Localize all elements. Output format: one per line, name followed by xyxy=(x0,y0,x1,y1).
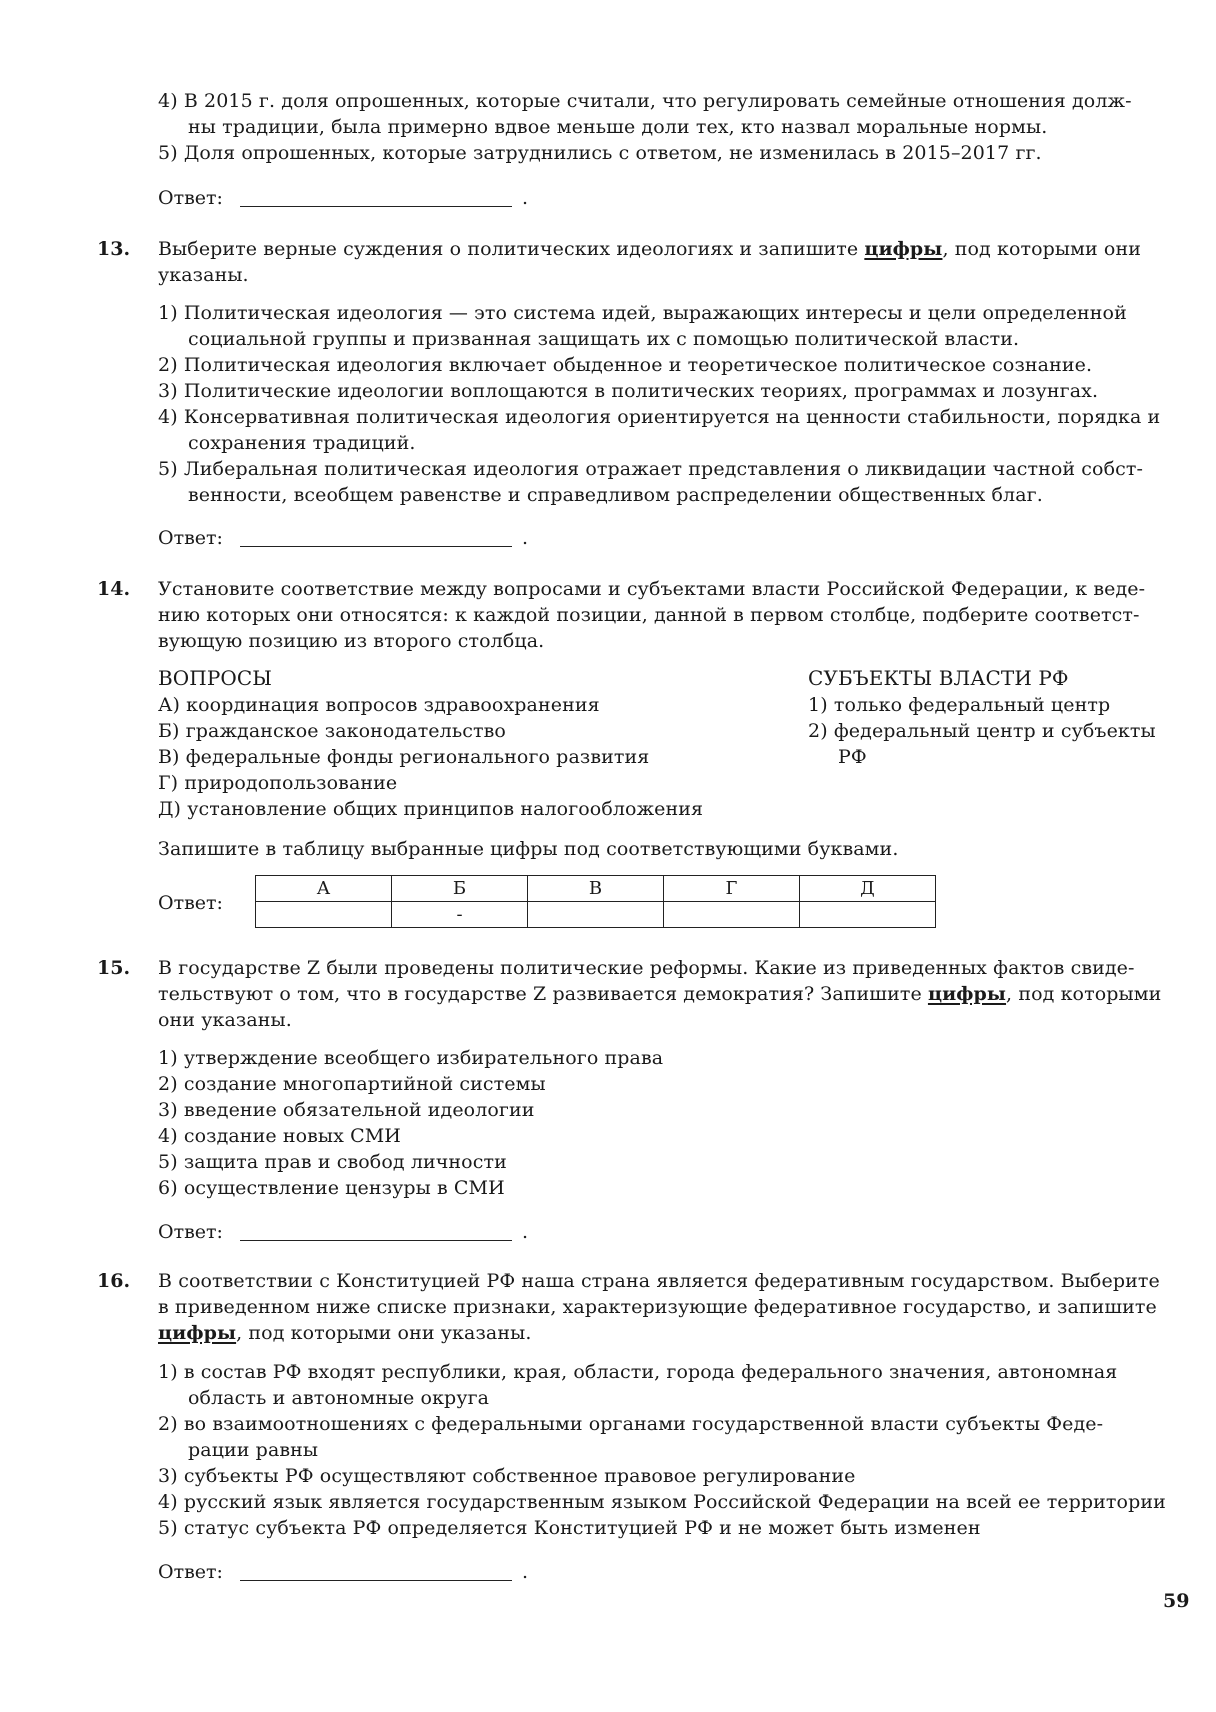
q14-table-header-d: Д xyxy=(800,876,936,902)
q14-table-cell-a[interactable] xyxy=(256,902,392,928)
q14-table-cell-b[interactable]: - xyxy=(392,902,528,928)
answer-field-12[interactable] xyxy=(240,206,512,207)
q14-left-heading: ВОПРОСЫ xyxy=(158,666,273,690)
question-15-text-line2 xyxy=(158,981,1161,1007)
q14-table-cell-d[interactable] xyxy=(800,902,936,928)
q16-option-3: 3) субъекты РФ осуществляют собственное правовое регулирование xyxy=(158,1465,856,1487)
q13-option-1-line2: социальной группы и призванная защищать их с помощью политической власти. xyxy=(188,328,1020,350)
q14-table-header-v: В xyxy=(528,876,664,902)
q14-right-heading: СУБЪЕКТЫ ВЛАСТИ РФ xyxy=(808,666,1069,690)
q13-option-4-line1: 4) Консервативная политическая идеология ориентируется на ценности стабильности, порядка и xyxy=(158,406,1161,428)
q14-table-header-b: Б xyxy=(392,876,528,902)
question-13-text-before: Выберите верные суждения о политических идеологиях и запишите xyxy=(158,238,865,260)
prev-option-5: 5) Доля опрошенных, которые затруднились с ответом, не изменилась в 2015–2017 гг. xyxy=(158,142,1042,164)
q14-table-header-a: А xyxy=(256,876,392,902)
question-13-text-after: , под которыми они xyxy=(942,238,1141,260)
q14-right-item-2-line2: РФ xyxy=(838,746,867,768)
q15-option-1: 1) утверждение всеобщего избирательного права xyxy=(158,1047,664,1069)
q14-table-cell-v[interactable] xyxy=(528,902,664,928)
answer-label-13: Ответ: xyxy=(158,527,223,549)
question-13-text-line1 xyxy=(158,236,1141,262)
q15-option-4: 4) создание новых СМИ xyxy=(158,1125,401,1147)
question-13-number: 13. xyxy=(97,238,131,260)
question-16-text-line2: в приведенном ниже списке признаки, характеризующие федеративное государство, и запишите xyxy=(158,1296,1157,1318)
question-15-text-after: , под которыми xyxy=(1006,983,1162,1005)
q14-table-cell-g[interactable] xyxy=(664,902,800,928)
question-14-text-line2: нию которых они относятся: к каждой позиции, данной в первом столбце, подберите соответст- xyxy=(158,604,1140,626)
q14-left-item-d: Д) установление общих принципов налогообложения xyxy=(158,798,704,820)
q13-option-4-line2: сохранения традиций. xyxy=(188,432,416,454)
answer-field-13[interactable] xyxy=(240,546,512,547)
question-13-emphasis: цифры xyxy=(864,238,943,260)
prev-option-4-line2: ны традиции, была примерно вдвое меньше доли тех, кто назвал моральные нормы. xyxy=(188,116,1048,138)
q14-table-header-g: Г xyxy=(664,876,800,902)
q15-option-3: 3) введение обязательной идеологии xyxy=(158,1099,535,1121)
q15-option-2: 2) создание многопартийной системы xyxy=(158,1073,546,1095)
q14-right-item-1: 1) только федеральный центр xyxy=(808,694,1111,716)
q16-option-4: 4) русский язык является государственным языком Российской Федерации на всей ее территории xyxy=(158,1491,1166,1513)
q16-option-5: 5) статус субъекта РФ определяется Конституцией РФ и не может быть изменен xyxy=(158,1517,981,1539)
prev-option-4-line1: 4) В 2015 г. доля опрошенных, которые считали, что регулировать семейные отношения долж- xyxy=(158,90,1132,112)
q13-option-5-line2: венности, всеобщем равенстве и справедливом распределении общественных благ. xyxy=(188,484,1043,506)
page-number: 59 xyxy=(1163,1590,1190,1612)
q14-instruction: Запишите в таблицу выбранные цифры под соответствующими буквами. xyxy=(158,838,899,860)
question-15-text-line1: В государстве Z были проведены политические реформы. Какие из приведенных фактов свиде- xyxy=(158,957,1135,979)
question-14-text-line1: Установите соответствие между вопросами и субъектами власти Российской Федерации, к веде- xyxy=(158,578,1146,600)
q13-option-3: 3) Политические идеологии воплощаются в политических теориях, программах и лозунгах. xyxy=(158,380,1099,402)
question-13-text-line2: указаны. xyxy=(158,264,249,286)
q14-left-item-a: А) координация вопросов здравоохранения xyxy=(158,694,600,716)
q14-answer-table-value-row xyxy=(256,902,936,928)
answer-field-15[interactable] xyxy=(240,1240,512,1241)
answer-label-15: Ответ: xyxy=(158,1221,223,1243)
q16-option-1-line2: область и автономные округа xyxy=(188,1387,490,1409)
answer-dot-15: . xyxy=(522,1221,529,1243)
question-16-text-line3 xyxy=(158,1320,531,1346)
q14-answer-table xyxy=(255,875,936,928)
question-16-text-after: , под которыми они указаны. xyxy=(236,1322,532,1344)
answer-label-14: Ответ: xyxy=(158,892,223,914)
q13-option-2: 2) Политическая идеология включает обыденное и теоретическое политическое сознание. xyxy=(158,354,1093,376)
q13-option-1-line1: 1) Политическая идеология — это система идей, выражающих интересы и цели определенной xyxy=(158,302,1127,324)
question-15-number: 15. xyxy=(97,957,131,979)
q16-option-1-line1: 1) в состав РФ входят республики, края, области, города федерального значения, автономная xyxy=(158,1361,1118,1383)
q16-option-2-line2: рации равны xyxy=(188,1439,319,1461)
q14-right-item-2-line1: 2) федеральный центр и субъекты xyxy=(808,720,1156,742)
answer-label-16: Ответ: xyxy=(158,1561,223,1583)
answer-dot-16: . xyxy=(522,1561,529,1583)
q14-left-item-v: В) федеральные фонды регионального развития xyxy=(158,746,650,768)
q14-left-item-b: Б) гражданское законодательство xyxy=(158,720,506,742)
question-14-text-line3: вующую позицию из второго столбца. xyxy=(158,630,545,652)
answer-field-16[interactable] xyxy=(240,1580,512,1581)
question-14-number: 14. xyxy=(97,578,131,600)
answer-label-12: Ответ: xyxy=(158,187,223,209)
answer-dot-12: . xyxy=(522,187,529,209)
question-16-emphasis: цифры xyxy=(158,1322,237,1344)
q13-option-5-line1: 5) Либеральная политическая идеология отражает представления о ликвидации частной собст- xyxy=(158,458,1143,480)
q15-option-6: 6) осуществление цензуры в СМИ xyxy=(158,1177,505,1199)
q15-option-5: 5) защита прав и свобод личности xyxy=(158,1151,507,1173)
q14-answer-table-header-row xyxy=(256,876,936,902)
question-15-text-before: тельствуют о том, что в государстве Z развивается демократия? Запишите xyxy=(158,983,928,1005)
answer-dot-13: . xyxy=(522,527,529,549)
question-16-text-line1: В соответствии с Конституцией РФ наша страна является федеративным государством. Выберите xyxy=(158,1270,1160,1292)
q16-option-2-line1: 2) во взаимоотношениях с федеральными органами государственной власти субъекты Феде- xyxy=(158,1413,1104,1435)
q14-left-item-g: Г) природопользование xyxy=(158,772,398,794)
question-16-number: 16. xyxy=(97,1270,131,1292)
question-15-text-line3: они указаны. xyxy=(158,1009,292,1031)
question-15-emphasis: цифры xyxy=(927,983,1007,1005)
